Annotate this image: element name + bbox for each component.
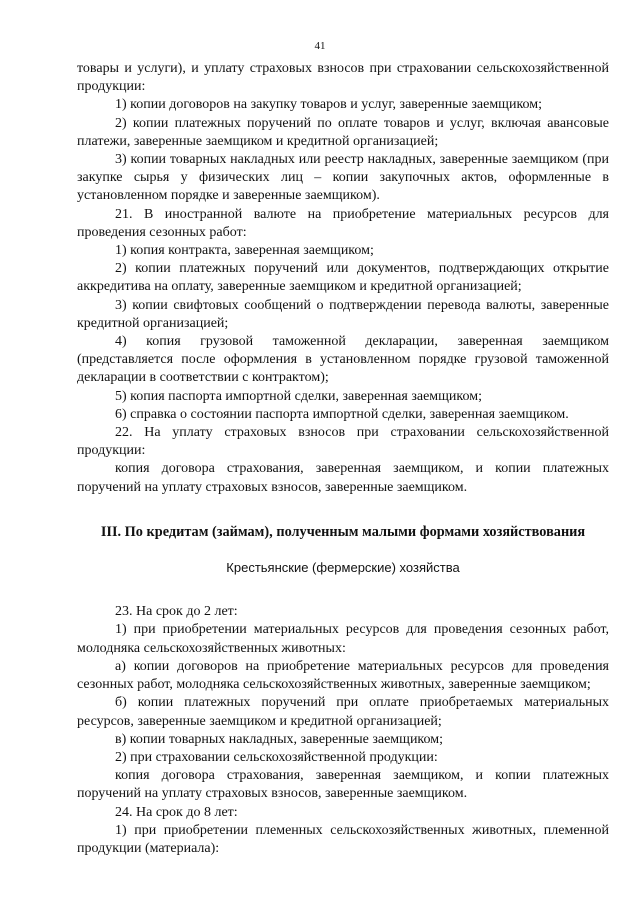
paragraph: 3) копии товарных накладных или реестр накладных, заверенные заемщиком (при закупке сырья у физических лиц – копии закупочных актов, оформленные в установленном порядке и заверенные заемщиком). [77, 152, 609, 204]
paragraph: 22. На уплату страховых взносов при страховании сельскохозяйственной продукции: [77, 425, 609, 459]
paragraph: копия договора страхования, заверенная заемщиком, и копии платежных поручений на уплату страховых взносов, заверенные заемщиком. [77, 768, 609, 802]
paragraph: товары и услуги), и уплату страховых взносов при страховании сельскохозяйственной продукции: [77, 61, 609, 95]
paragraph: 1) копия контракта, заверенная заемщиком; [115, 243, 374, 259]
paragraph: б) копии платежных поручений при оплате приобретаемых материальных ресурсов, заверенные заемщиком и кредитной организацией; [77, 695, 609, 729]
paragraph: в) копии товарных накладных, заверенные заемщиком; [115, 731, 444, 747]
paragraph: 2) копии платежных поручений по оплате товаров и услуг, включая авансовые платежи, заверенные заемщиком и кредитной организацией; [77, 115, 609, 149]
paragraph: 2) копии платежных поручений или документов, подтверждающих открытие аккредитива на оплату, заверенные заемщиком и кредитной организацией; [77, 261, 609, 295]
document-body [77, 60, 609, 858]
paragraph: 24. На срок до 8 лет: [115, 804, 238, 820]
subheading: Крестьянские (фермерские) хозяйства [226, 560, 460, 576]
paragraph: 1) копии договоров на закупку товаров и услуг, заверенные заемщиком; [115, 97, 543, 113]
paragraph: 6) справка о состоянии паспорта импортной сделки, заверенная заемщиком. [115, 406, 569, 422]
section-heading: III. По кредитам (займам), полученным малыми формами хозяйствования [100, 523, 586, 540]
paragraph: 2) при страховании сельскохозяйственной продукции: [115, 749, 438, 765]
paragraph: 1) при приобретении племенных сельскохозяйственных животных, племенной продукции (материала): [77, 822, 609, 856]
paragraph: 21. В иностранной валюте на приобретение материальных ресурсов для проведения сезонных работ: [77, 206, 609, 240]
paragraph: 1) при приобретении материальных ресурсов для проведения сезонных работ, молодняка сельскохозяйственных животных: [77, 622, 609, 656]
paragraph: 4) копия грузовой таможенной декларации, заверенная заемщиком (представляется после оформления в установленном порядке грузовой таможенной декларации в соответствии с контрактом); [77, 334, 609, 386]
paragraph: 5) копия паспорта импортной сделки, заверенная заемщиком; [115, 388, 483, 404]
paragraph: 23. На срок до 2 лет: [115, 604, 238, 620]
paragraph: 3) копии свифтовых сообщений о подтверждении перевода валюты, заверенные кредитной организацией; [77, 297, 609, 331]
paragraph: копия договора страхования, заверенная заемщиком, и копии платежных поручений на уплату страховых взносов, заверенные заемщиком. [77, 461, 609, 495]
page-number: 41 [314, 40, 326, 52]
paragraph: а) копии договоров на приобретение материальных ресурсов для проведения сезонных работ, молодняка сельскохозяйственных животных, заверенные заемщиком; [77, 658, 609, 693]
